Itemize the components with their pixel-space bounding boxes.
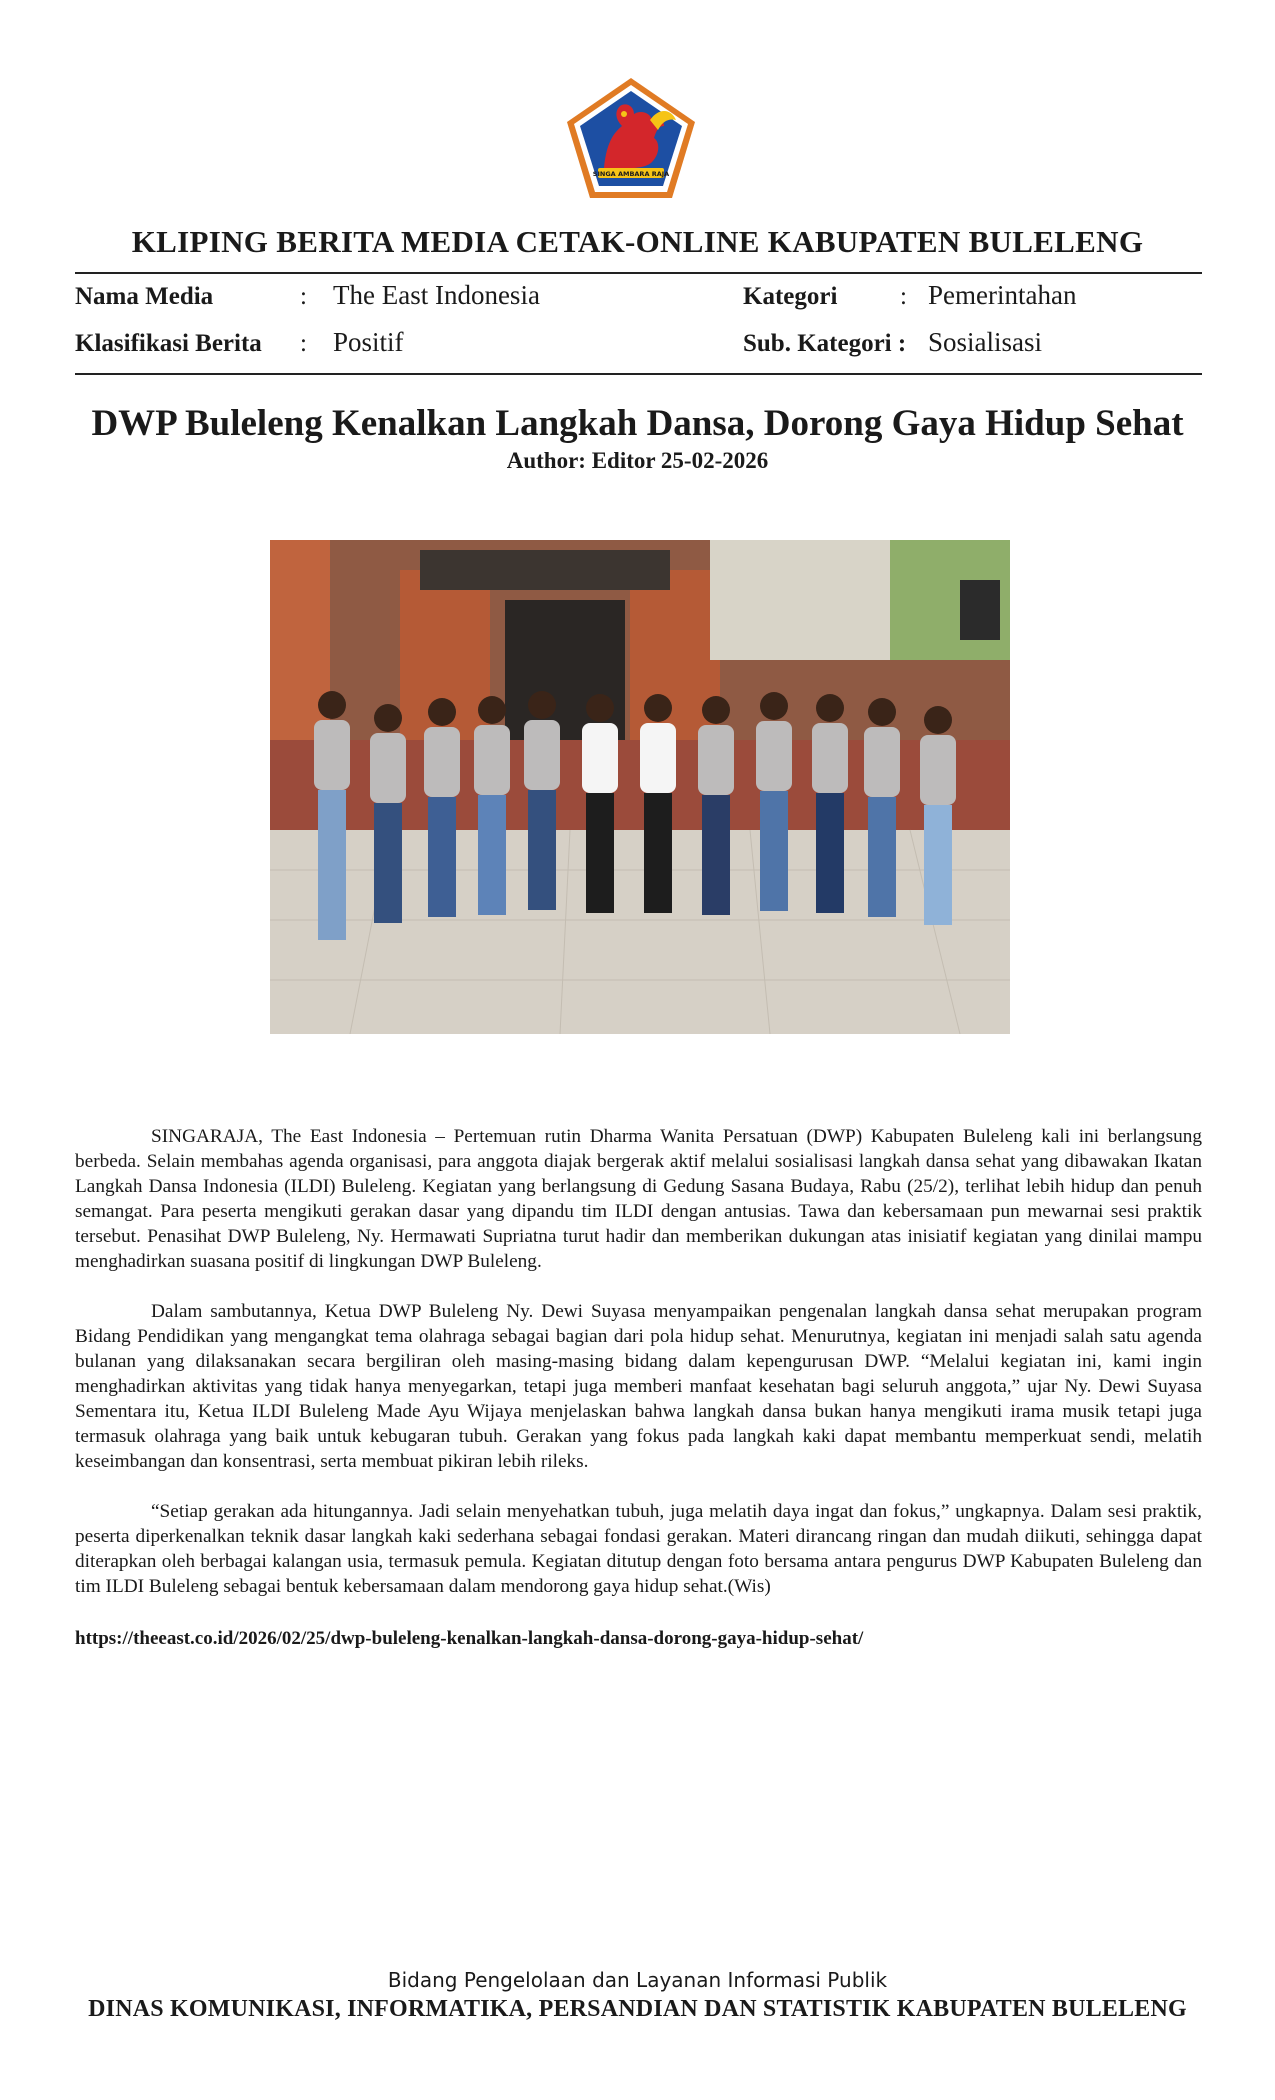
article-byline: Author: Editor 25-02-2026: [506, 448, 769, 473]
article-paragraph-2: Dalam sambutannya, Ketua DWP Buleleng Ny. Dewi Suyasa menyampaikan pengenalan langkah dansa sehat merupakan program Bidang Pendidikan yang mengangkat tema olahraga sebagai bagian dari pola hidup sehat. Menurutnya, kegiatan ini menjadi salah satu agenda bulanan yang dilaksanakan secara bergiliran oleh masing-masing bidang dalam kepengurusan DWP. “Melalui kegiatan ini, kami ingin menghadirkan aktivitas yang tidak hanya menyegarkan, tetapi juga memberi manfaat kesehatan bagi seluruh anggota,” ujar Ny. Dewi Suyasa Sementara itu, Ketua ILDI Buleleng Made Ayu Wijaya menjelaskan bahwa langkah dansa bukan hanya mengikuti irama musik tetapi juga termasuk olahraga yang baik untuk kebugaran tubuh. Gerakan yang fokus pada langkah kaki dapat membantu memperkuat sendi, melatih keseimbangan dan konsentrasi, serta membuat pikiran lebih rileks.: [75, 1301, 1202, 1472]
media-colon: :: [300, 283, 307, 310]
subkategori-value: Sosialisasi: [928, 327, 1043, 357]
subkategori-label: Sub. Kategori :: [743, 330, 907, 357]
klasifikasi-colon: :: [300, 330, 307, 357]
clipping-title: KLIPING BERITA MEDIA CETAK-ONLINE KABUPATEN BULELENG: [131, 224, 1144, 259]
article-body: [75, 1124, 1202, 1624]
kategori-colon: :: [900, 283, 907, 310]
klasifikasi-value: Positif: [333, 327, 404, 357]
article-paragraph-3: “Setiap gerakan ada hitungannya. Jadi selain menyehatkan tubuh, juga melatih daya ingat dan fokus,” ungkapnya. Dalam sesi praktik, peserta diperkenalkan teknik dasar langkah kaki sederhana sebagai fondasi gerakan. Materi dirancang ringan dan mudah diikuti, sehingga dapat diterapkan oleh berbagai kalangan usia, termasuk pemula. Kegiatan ditutup dengan foto bersama antara pengurus DWP Kabupaten Buleleng dan tim ILDI Buleleng sebagai bentuk kebersamaan dalam mendorong gaya hidup sehat.(Wis): [75, 1501, 1202, 1597]
footer-department: Bidang Pengelolaan dan Layanan Informasi Publik: [387, 1968, 888, 1992]
klasifikasi-label: Klasifikasi Berita: [75, 330, 262, 357]
buleleng-regency-emblem: [564, 76, 698, 200]
kategori-label: Kategori: [743, 283, 838, 310]
media-label: Nama Media: [75, 283, 214, 310]
top-divider: [75, 272, 1202, 274]
group-photo-illustration: [270, 540, 1010, 1034]
group-photo: [270, 540, 1010, 1034]
footer-agency: DINAS KOMUNIKASI, INFORMATIKA, PERSANDIAN DAN STATISTIK KABUPATEN BULELENG: [88, 1996, 1187, 2022]
emblem-motto: SINGA AMBARA RAJA: [592, 170, 670, 178]
source-url[interactable]: https://theeast.co.id/2026/02/25/dwp-buleleng-kenalkan-langkah-dansa-dorong-gaya-hidup-sehat/: [75, 1628, 864, 1649]
article-paragraph-1: SINGARAJA, The East Indonesia – Pertemuan rutin Dharma Wanita Persatuan (DWP) Kabupaten Buleleng kali ini berlangsung berbeda. Selain membahas agenda organisasi, para anggota diajak bergerak aktif melalui sosialisasi langkah dansa sehat yang dibawakan Ikatan Langkah Dansa Indonesia (ILDI) Buleleng. Kegiatan yang berlangsung di Gedung Sasana Budaya, Rabu (25/2), terlihat lebih hidup dan penuh semangat. Para peserta mengikuti gerakan dasar yang dipandu tim ILDI dengan antusias. Tawa dan kebersamaan pun mewarnai sesi praktik tersebut. Penasihat DWP Buleleng, Ny. Hermawati Supriatna turut hadir dan memberikan dukungan atas inisiatif kegiatan yang dinilai mampu menghadirkan suasana positif di lingkungan DWP Buleleng.: [75, 1126, 1202, 1272]
meta-divider: [75, 373, 1202, 375]
media-value: The East Indonesia: [333, 280, 540, 310]
kategori-value: Pemerintahan: [928, 280, 1077, 310]
article-title: DWP Buleleng Kenalkan Langkah Dansa, Dorong Gaya Hidup Sehat: [91, 403, 1184, 444]
